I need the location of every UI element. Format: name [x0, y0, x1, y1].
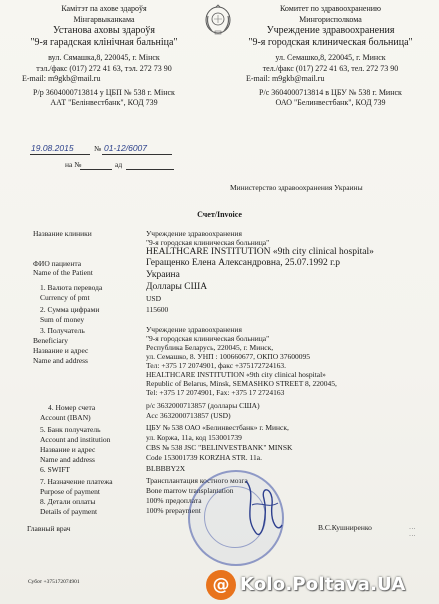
signature-icon	[238, 475, 286, 545]
watermark-text: Kolo.Poltava.UA	[240, 574, 406, 595]
chief-doctor-name: В.С.Кушниренко	[318, 523, 372, 532]
details-label-ru: 8. Детали оплаты	[40, 497, 96, 506]
beneficiary-name-address-en: Name and address	[33, 356, 88, 365]
patient-label-en: Name of the Patient	[33, 268, 93, 277]
details-label-en: Details of payment	[40, 507, 98, 516]
patient-country: Украина	[146, 270, 180, 280]
bank-value-1: ЦБУ № 538 ОАО «Белинвестбанк» г. Минск,	[146, 423, 289, 432]
at-sign-icon: @	[206, 570, 236, 600]
details-value-ru: 100% предоплата	[146, 496, 202, 505]
beneficiary-value-7: Republic of Belarus, Minsk, SEMASHKO STREET 8, 220045,	[146, 379, 337, 388]
ref-date-line	[30, 154, 90, 155]
header-left-phone: тэл./факс (017) 272 41 63, тэл. 272 73 90	[36, 63, 172, 73]
beneficiary-value-6: HEALTHCARE INSTITUTION «9th city clinical hospital»	[146, 370, 326, 379]
purpose-label-ru: 7. Назначение платежа	[40, 477, 113, 486]
site-watermark	[200, 565, 439, 604]
beneficiary-value-4: ул. Семашко, 8. УНП : 100660677, ОКПО 37600095	[146, 352, 311, 361]
patient-name: Геращенко Елена Александровна, 25.07.1992 г.р	[146, 258, 341, 268]
header-right-account: Р/с 3604000713814 в ЦБУ № 538 г. Минск	[259, 87, 402, 97]
header-left-address: вул. Сямашка,8, 220045, г. Мінск	[48, 53, 160, 62]
purpose-label-en: Purpose of payment	[40, 487, 100, 496]
currency-value-en: USD	[146, 294, 162, 303]
beneficiary-name-address-ru: Название и адрес	[33, 346, 89, 355]
clinic-label: Название клиники	[33, 229, 92, 238]
beneficiary-label-ru: 3. Получатель	[40, 326, 85, 335]
currency-value-ru: Доллары США	[146, 282, 208, 292]
header-left-account: Р/р 3604000713814 у ЦБП № 538 г. Мінск	[33, 87, 175, 97]
clinic-value-1: Учреждение здравоохранения	[146, 229, 242, 238]
ref-from-line	[126, 169, 174, 170]
header-right-bank: ОАО "Белинвестбанк", КОД 739	[275, 98, 386, 107]
side-margin-mark: ⋮⋮	[408, 525, 416, 539]
header-left-institution-name: "9-я гарадская клінічная бальніца"	[30, 37, 178, 48]
ref-incoming-label: на №	[65, 160, 82, 169]
ref-incoming-line	[80, 169, 112, 170]
swift-label: 6. SWIFT	[40, 465, 70, 474]
patient-label-ru: ФИО пациента	[33, 259, 82, 268]
header-right-line-2: Мингорисполкома	[299, 14, 362, 24]
header-right-institution-name: "9-я городская клиническая больница"	[248, 37, 413, 48]
header-right-institution-type: Учреждение здравоохранения	[266, 25, 395, 36]
sum-value: 115600	[146, 305, 169, 314]
header-right-address: ул. Семашко,8, 220045, г. Минск	[275, 53, 386, 62]
bank-value-3: CBS № 538 JSC "BELINVESTBANK" MINSK	[146, 443, 293, 452]
bank-label-en: Account and institution	[40, 435, 111, 444]
beneficiary-value-3: Республика Беларусь, 220045, г. Минск,	[146, 343, 274, 352]
sum-label-ru: 2. Сумма цифрами	[40, 305, 100, 314]
bank-name-address-en: Name and address	[40, 455, 95, 464]
header-left-line-1: Камітэт па ахове здароўя	[61, 4, 147, 13]
bank-label-ru: 5. Банк получатель	[40, 425, 101, 434]
currency-label-ru: 1. Валюта перевода	[40, 283, 103, 292]
header-left-bank: ААТ "Белінвестбанк", КОД 739	[50, 98, 158, 107]
header-right-block	[228, 4, 433, 109]
header-left-institution-type: Установа аховы здароўя	[52, 25, 156, 36]
purpose-value-ru: Трансплантация костного мозга	[146, 476, 248, 485]
invoice-title: Счет/Invoice	[197, 210, 242, 219]
beneficiary-value-5: Тел: +375 17 2074901, факс +375172724163.	[146, 361, 287, 370]
account-label-en: Account (IBAN)	[40, 413, 91, 422]
account-value-ru: р/с 3632000713857 (доллары США)	[146, 401, 260, 410]
bank-name-address-ru: Название и адрес	[40, 445, 96, 454]
bank-value-2: ул. Коржа, 11а, код 153001739	[146, 433, 242, 442]
ref-number-line	[102, 154, 172, 155]
account-label-ru: 4. Номер счета	[48, 403, 96, 412]
ref-number-prefix: №	[94, 144, 102, 153]
currency-label-en: Currency of pmt	[40, 293, 90, 302]
sum-label-en: Sum of money	[40, 315, 85, 324]
header-left-line-2: Мінгарвыканкама	[73, 14, 135, 24]
header-left-block	[8, 4, 200, 109]
ref-from-label: ад	[115, 160, 123, 169]
beneficiary-value-8: Tel: +375 17 2074901, Fax: +375 17 2724163	[146, 388, 285, 397]
details-value-en: 100% prepayment	[146, 506, 201, 515]
swift-value: BLBBBY2X	[146, 464, 186, 473]
clinic-value-2: "9-я городская клиническая больница"	[146, 238, 270, 247]
footer-note: Субот +375172074901	[28, 579, 80, 585]
bank-value-4: Code 153001739 KORZHA STR. 11a.	[146, 453, 262, 462]
header-right-line-1: Комитет по здравоохранению	[279, 4, 382, 13]
recipient-ministry: Министерство здравоохранения Украины	[230, 183, 363, 192]
beneficiary-label-en: Beneficiary	[33, 336, 68, 345]
header-right-email: E-mail: m9gkb@mail.ru	[246, 74, 325, 83]
chief-doctor-label: Главный врач	[27, 524, 71, 533]
clinic-value-3: HEALTHCARE INSTITUTION «9th city clinical hospital»	[146, 247, 374, 257]
header-right-phone: тел./факс (017) 272 41 63, тел. 272 73 90	[262, 63, 399, 73]
beneficiary-value-2: "9-я городская клиническая больница"	[146, 334, 270, 343]
purpose-value-en: Bone marrow transplantation	[146, 486, 234, 495]
header-left-email: E-mail: m9gkb@mail.ru	[22, 74, 101, 83]
ref-date: 19.08.2015	[31, 143, 74, 153]
ref-number: 01-12/6007	[104, 143, 148, 153]
account-value-en: Acc 3632000713857 (USD)	[146, 411, 231, 420]
beneficiary-value-1: Учреждение здравоохранения	[146, 325, 242, 334]
